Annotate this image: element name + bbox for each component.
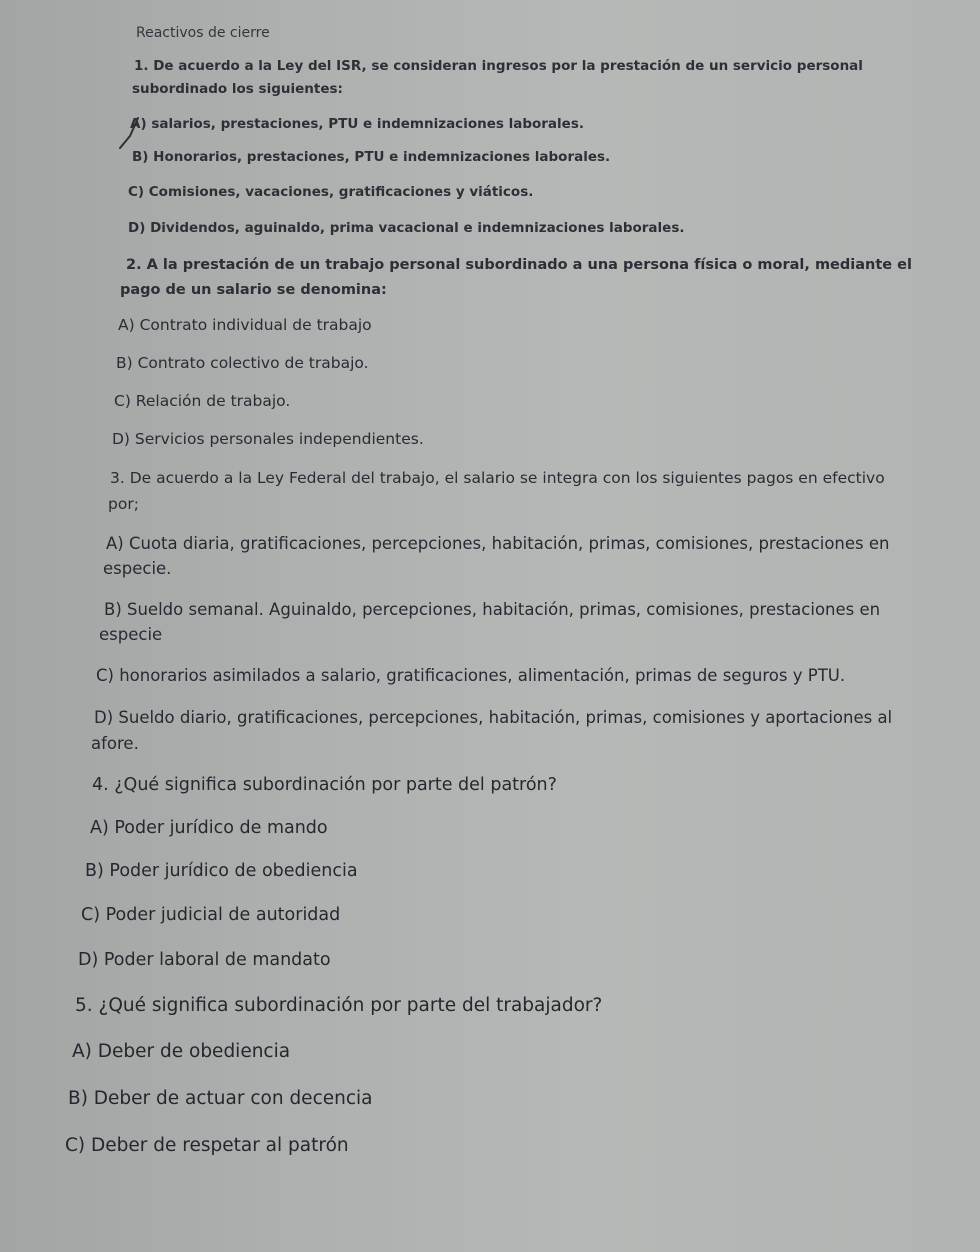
question-5-option-a: A) Deber de obediencia bbox=[72, 1041, 291, 1062]
question-1-option-b: B) Honorarios, prestaciones, PTU e indemnizaciones laborales. bbox=[132, 149, 611, 165]
question-3-option-d-cont: afore. bbox=[91, 734, 139, 753]
question-3-option-d: D) Sueldo diario, gratificaciones, percepciones, habitación, primas, comisiones y aportaciones al bbox=[94, 708, 893, 727]
question-1-text: 1. De acuerdo a la Ley del ISR, se consideran ingresos por la prestación de un servicio personal bbox=[134, 58, 863, 74]
question-4-option-c: C) Poder judicial de autoridad bbox=[81, 905, 341, 925]
question-1-option-c: C) Comisiones, vacaciones, gratificaciones y viáticos. bbox=[128, 184, 534, 200]
question-5-option-c: C) Deber de respetar al patrón bbox=[65, 1135, 349, 1156]
question-2-option-c: C) Relación de trabajo. bbox=[114, 392, 291, 410]
worksheet-title: Reactivos de cierre bbox=[136, 25, 270, 41]
question-1-option-d: D) Dividendos, aguinaldo, prima vacacional e indemnizaciones laborales. bbox=[128, 220, 685, 236]
question-1-text-cont: subordinado los siguientes: bbox=[132, 81, 343, 97]
question-2-option-b: B) Contrato colectivo de trabajo. bbox=[116, 354, 369, 372]
question-3-option-a: A) Cuota diaria, gratificaciones, percepciones, habitación, primas, comisiones, prestaciones en bbox=[106, 534, 890, 553]
question-3-option-b-cont: especie bbox=[99, 625, 163, 644]
question-4-option-d: D) Poder laboral de mandato bbox=[78, 950, 331, 970]
question-1-option-a: A) salarios, prestaciones, PTU e indemnizaciones laborales. bbox=[130, 116, 584, 132]
question-3-option-b: B) Sueldo semanal. Aguinaldo, percepciones, habitación, primas, comisiones, prestaciones en bbox=[104, 600, 881, 619]
question-2-option-a: A) Contrato individual de trabajo bbox=[118, 316, 372, 334]
question-2-text: 2. A la prestación de un trabajo personal subordinado a una persona física o moral, mediante el bbox=[126, 257, 912, 273]
question-2-option-d: D) Servicios personales independientes. bbox=[112, 430, 424, 448]
question-2-text-cont: pago de un salario se denomina: bbox=[120, 282, 387, 298]
question-3-text-cont: por; bbox=[108, 495, 139, 513]
question-4-option-a: A) Poder jurídico de mando bbox=[90, 818, 328, 838]
question-5-option-b: B) Deber de actuar con decencia bbox=[68, 1088, 373, 1109]
question-4-option-b: B) Poder jurídico de obediencia bbox=[85, 861, 358, 881]
pen-check-mark bbox=[116, 112, 156, 152]
question-3-option-c: C) honorarios asimilados a salario, gratificaciones, alimentación, primas de seguros y PTU. bbox=[96, 666, 846, 685]
question-3-text: 3. De acuerdo a la Ley Federal del trabajo, el salario se integra con los siguientes pagos en efectivo bbox=[110, 469, 885, 487]
question-4-text: 4. ¿Qué significa subordinación por parte del patrón? bbox=[92, 775, 557, 795]
question-3-option-a-cont: especie. bbox=[103, 559, 172, 578]
question-5-text: 5. ¿Qué significa subordinación por parte del trabajador? bbox=[75, 995, 603, 1016]
